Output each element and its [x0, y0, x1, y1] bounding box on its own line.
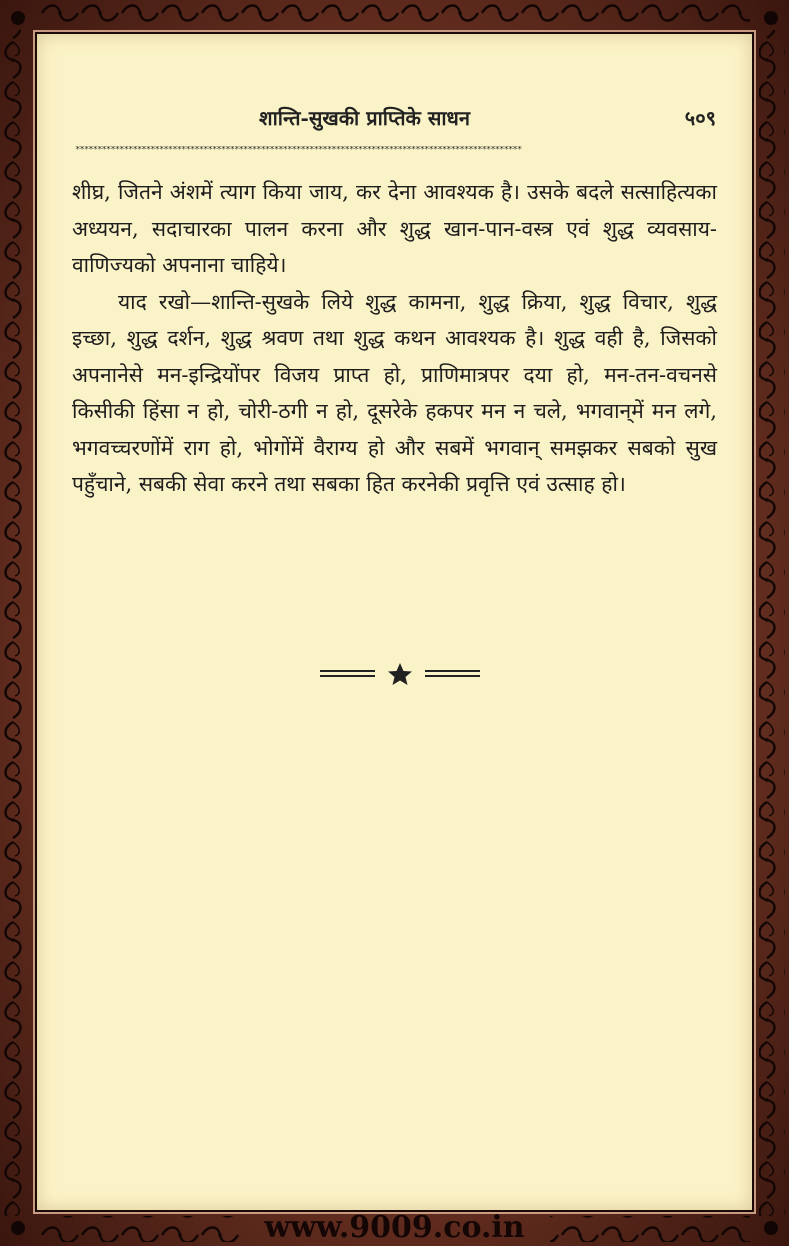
- page-header: [37, 104, 752, 134]
- paragraph-1: शीघ्र, जितने अंशमें त्याग किया जाय, कर देना आवश्यक है। उसके बदले सत्साहित्यका अध्ययन, सदाचारका पालन करना और शुद्ध खान-पान-वस्त्र एवं शुद्ध व्यवसाय-वाणिज्यको अपनाना चाहिये।: [72, 180, 717, 277]
- header-separator: *****************************************************************************************************: [75, 146, 522, 154]
- page-title: शान्ति-सुखकी प्राप्तिके साधन: [259, 106, 470, 130]
- page-body: [72, 174, 717, 503]
- paragraph-2: याद रखो—शान्ति-सुखके लिये शुद्ध कामना, शुद्ध क्रिया, शुद्ध विचार, शुद्ध इच्छा, शुद्ध दर्शन, शुद्ध श्रवण तथा शुद्ध कथन आवश्यक है। शुद्ध वही है, जिसको अपनानेसे मन-इन्द्रियोंपर विजय प्राप्त हो, प्राणिमात्रपर दया हो, मन-तन-वचनसे किसीकी हिंसा न हो, चोरी-ठगी न हो, दूसरेके हकपर मन न चले, भगवान्‌में मन लगे, भगवच्चरणोंमें राग हो, भोगोंमें वैराग्य हो और सबमें भगवान् समझकर सबको सुख पहुँचाने, सबकी सेवा करने तथा सबका हित करनेकी प्रवृत्ति एवं उत्साह हो।: [72, 289, 717, 496]
- section-divider: [320, 661, 480, 687]
- website-footer[interactable]: www.9009.co.in: [264, 1210, 525, 1245]
- book-page: [37, 34, 752, 1210]
- page-number: ५०९: [684, 106, 716, 130]
- star-icon: [388, 663, 412, 685]
